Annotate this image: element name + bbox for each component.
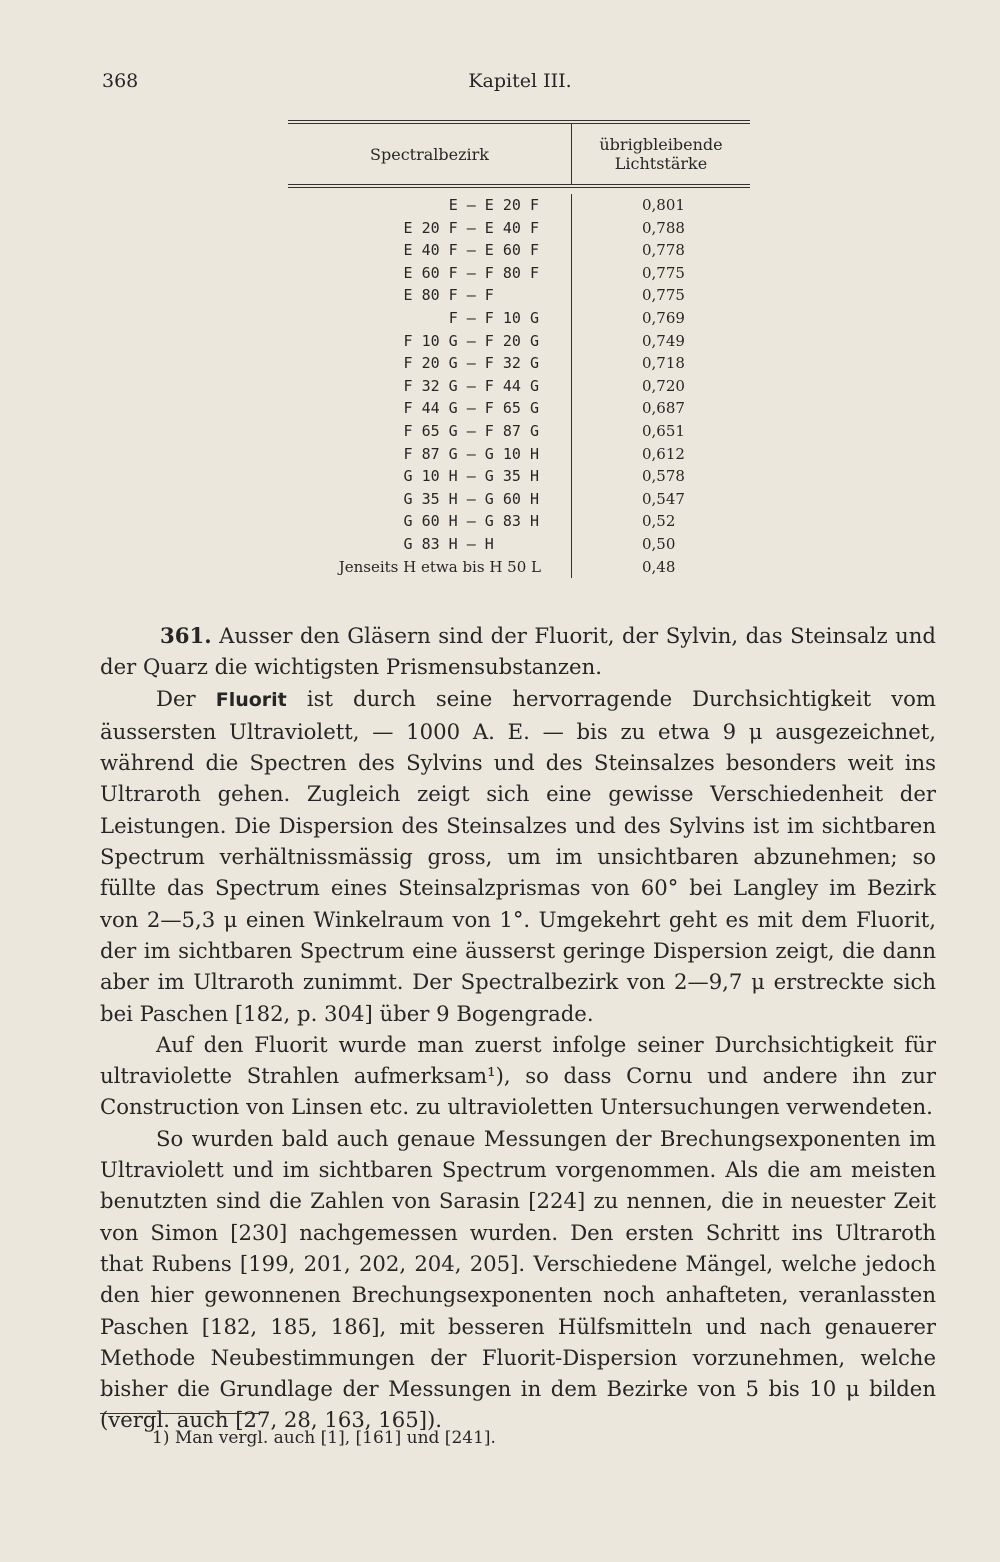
table-cell-range: G 10 H — G 35 H <box>403 467 539 486</box>
table-cell-value: 0,578 <box>642 467 685 486</box>
table-cell-value: 0,775 <box>642 263 685 282</box>
table-cell-value: 0,52 <box>642 512 676 531</box>
table-cell-value: 0,720 <box>642 376 685 395</box>
page-number: 368 <box>102 70 139 92</box>
column-header-line1: übrigbleibende <box>599 135 723 154</box>
column-header-lichtstaerke <box>572 124 750 184</box>
range-column <box>288 194 572 578</box>
paragraph <box>100 1029 936 1123</box>
table-cell-range: F 44 G — F 65 G <box>403 399 539 418</box>
table-header <box>288 124 750 184</box>
table-cell-range: G 60 H — G 83 H <box>403 512 539 531</box>
table-cell-range: E 20 F — E 40 F <box>403 218 539 237</box>
table-cell-range: G 35 H — G 60 H <box>403 489 539 508</box>
table-cell-value: 0,801 <box>642 196 685 214</box>
paragraph-text: So wurden bald auch genaue Messungen der Brechungsexponenten im Ultraviolett und im sichtbaren Spectrum vorgenommen. Als die am meisten benutzten sind die Zahlen von Sarasin [224] zu nennen, die in neuester Zeit von Simon [230] nachgemessen wurden. Den ersten Schritt ins Ultraroth that Rubens [199, 201, 202, 204, 205]. Verschiedene Mängel, welche jedoch den hier gewonnenen Brechungsexponenten noch anhafteten, veranlassten Paschen [182, 185, 186], mit besseren Hülfsmitteln und nach genauerer Methode Neubestimmungen der Fluorit-Dispersion vorzunehmen, welche bisher die Grundlage der Messungen in dem Bezirke von 5 bis 10 μ bilden (vergl. auch [27, 28, 163, 165]). <box>100 1125 936 1433</box>
column-header-line2: Lichtstärke <box>614 154 708 173</box>
paragraph-text: Ausser den Gläsern sind der Fluorit, der Sylvin, das Steinsalz und der Quarz die wichtigsten Prismensubstanzen. <box>100 623 936 680</box>
emphasis-fluorit: Fluorit <box>215 688 287 711</box>
table-cell-range: F 20 G — F 32 G <box>403 354 539 373</box>
section-number: 361. <box>160 623 212 648</box>
table-cell-range: E — E 20 F <box>448 196 539 214</box>
table-cell-range: Jenseits H etwa bis H 50 L <box>338 557 541 576</box>
paragraph <box>100 1123 936 1436</box>
table-cell-range: E 80 F — F <box>403 286 539 305</box>
table-cell-value: 0,547 <box>642 489 685 508</box>
table-cell-value: 0,749 <box>642 331 685 350</box>
table-cell-range: G 83 H — H <box>403 534 539 553</box>
paragraph <box>100 683 936 1029</box>
paragraph-text: Der <box>156 685 196 711</box>
table-cell-value: 0,687 <box>642 399 685 418</box>
body-text <box>100 620 936 1436</box>
table-cell-range: F 10 G — F 20 G <box>403 331 539 350</box>
table-cell-value: 0,612 <box>642 444 685 463</box>
table-cell-value: 0,778 <box>642 241 685 260</box>
table-body <box>288 188 750 578</box>
table-cell-value: 0,769 <box>642 308 685 327</box>
table-cell-value: 0,48 <box>642 557 676 576</box>
paragraph-text: Auf den Fluorit wurde man zuerst infolge seiner Durchsichtigkeit für ultraviolette Strahlen aufmerksam¹), so dass Cornu und andere ihn zur Construction von Linsen etc. zu ultravioletten Untersuchungen verwendeten. <box>100 1031 936 1120</box>
table-cell-range: E 60 F — F 80 F <box>403 263 539 282</box>
table-cell-value: 0,775 <box>642 286 685 305</box>
table-cell-value: 0,50 <box>642 534 676 553</box>
table-cell-value: 0,788 <box>642 218 685 237</box>
paragraph <box>100 620 936 683</box>
table-cell-value: 0,718 <box>642 354 685 373</box>
table-cell-range: E 40 F — E 60 F <box>403 241 539 260</box>
table-cell-value: 0,651 <box>642 421 685 440</box>
table-cell-range: F 65 G — F 87 G <box>403 421 539 440</box>
footnote: 1) Man vergl. auch [1], [161] und [241]. <box>152 1428 496 1448</box>
chapter-title: Kapitel III. <box>468 70 572 92</box>
footnote-rule <box>100 1413 260 1414</box>
value-column <box>572 194 750 578</box>
table-cell-range: F — F 10 G <box>448 308 539 327</box>
column-header-spectralbezirk: Spectralbezirk <box>288 124 572 184</box>
spectral-table <box>288 120 750 578</box>
paragraph-text: ist durch seine hervorragende Durchsichtigkeit vom äussersten Ultraviolett, — 1000 A. E. — bis zu etwa 9 μ ausgezeichnet, während die Spectren des Sylvins und des Steinsalzes besonders weit ins Ultraroth gehen. Zugleich zeigt sich eine gewisse Verschiedenheit der Leistungen. Die Dispersion des Steinsalzes und des Sylvins ist im sichtbaren Spectrum verhältnissmässig gross, um im unsichtbaren abzunehmen; so füllte das Spectrum eines Steinsalzprismas von 60° bei Langley im Bezirk von 2—5,3 μ einen Winkelraum von 1°. Umgekehrt geht es mit dem Fluorit, der im sichtbaren Spectrum eine äusserst geringe Dispersion zeigt, die dann aber im Ultraroth zunimmt. Der Spectralbezirk von 2—9,7 μ erstreckte sich bei Paschen [182, p. 304] über 9 Bogengrade. <box>100 685 936 1026</box>
table-cell-range: F 87 G — G 10 H <box>403 444 539 463</box>
table-cell-range: F 32 G — F 44 G <box>403 376 539 395</box>
page-header <box>100 70 940 100</box>
